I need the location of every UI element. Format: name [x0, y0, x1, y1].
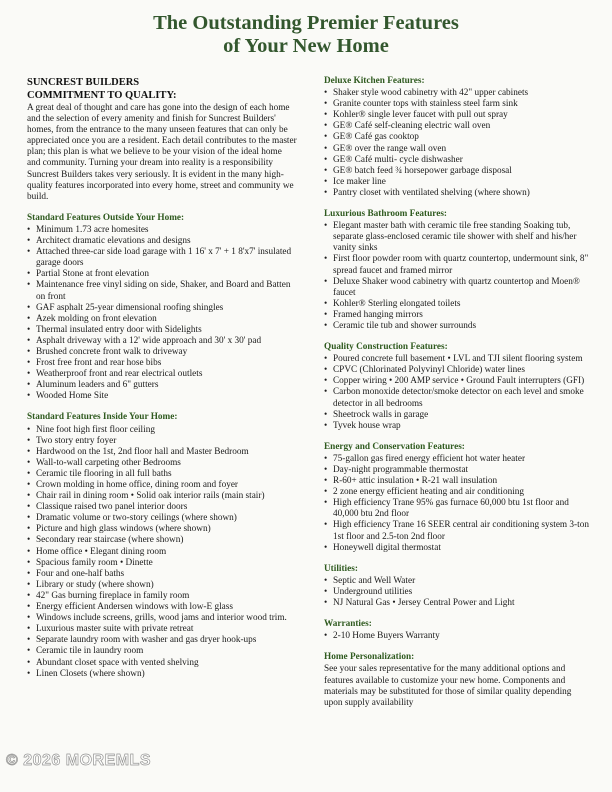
feature-item: • Aluminum leaders and 6" gutters	[27, 380, 297, 391]
feature-item: • Abundant closet space with vented shelving	[27, 658, 297, 669]
feature-item: • Separate laundry room with washer and gas dryer hook-ups	[27, 635, 297, 646]
feature-item: • Kohler® Sterling elongated toilets	[324, 299, 592, 310]
feature-item: • 2 zone energy efficient heating and air conditioning	[324, 487, 592, 498]
feature-item: • Classique raised two panel interior doors	[27, 502, 297, 513]
kitchen-features-heading: Deluxe Kitchen Features:	[324, 76, 425, 86]
feature-item: • Maintenance free vinyl siding on side, Shaker, and Board and Batten on front	[27, 280, 297, 302]
feature-item: • Day-night programmable thermostat	[324, 465, 592, 476]
feature-item: • Attached three-car side load garage with 1 16' x 7' + 1 8'x7' insulated garage doors	[27, 247, 297, 269]
feature-item: • GE® over the range wall oven	[324, 144, 592, 155]
feature-item: • Library or study (where shown)	[27, 580, 297, 591]
feature-item: • 42" Gas burning fireplace in family room	[27, 591, 297, 602]
feature-item: • Energy efficient Andersen windows with low-E glass	[27, 602, 297, 613]
feature-item: • GE® batch feed ¾ horsepower garbage disposal	[324, 166, 592, 177]
feature-item: • Shaker style wood cabinetry with 42" upper cabinets	[324, 88, 592, 99]
feature-item: • Brushed concrete front walk to driveway	[27, 347, 297, 358]
warranties-list	[324, 631, 592, 642]
warranties-heading: Warranties:	[324, 619, 372, 630]
feature-item: • Kohler® single lever faucet with pull out spray	[324, 110, 592, 121]
utilities-list	[324, 576, 592, 609]
feature-item: • R-60+ attic insulation • R-21 wall insulation	[324, 476, 592, 487]
outside-features-list	[27, 225, 297, 403]
feature-item: • Pantry closet with ventilated shelving (where shown)	[324, 188, 592, 199]
bathroom-features-list	[324, 221, 592, 332]
feature-item: • Honeywell digital thermostat	[324, 543, 592, 554]
construction-features-heading: Quality Construction Features:	[324, 342, 448, 353]
personalization-paragraph: See your sales representative for the many additional options and features available to customize your new home. Components and materials may be substituted for those of similar quality depending upon supply availability	[324, 664, 572, 708]
feature-item: • Four and one-half baths	[27, 569, 297, 580]
feature-item: • Spacious family room • Dinette	[27, 558, 297, 569]
feature-item: • Septic and Well Water	[324, 576, 592, 587]
feature-item: • Luxurious master suite with private retreat	[27, 624, 297, 635]
feature-item: • Weatherproof front and rear electrical outlets	[27, 369, 297, 380]
feature-item: • Crown molding in home office, dining room and foyer	[27, 480, 297, 491]
bathroom-features-heading: Luxurious Bathroom Features:	[324, 209, 447, 220]
kitchen-features-list	[324, 88, 592, 199]
feature-item: • Copper wiring • 200 AMP service • Ground Fault interrupters (GFI)	[324, 376, 592, 387]
energy-features-list	[324, 454, 592, 554]
right-column	[324, 76, 592, 709]
feature-item: • Poured concrete full basement • LVL and TJI silent flooring system	[324, 354, 592, 365]
feature-item: • Thermal insulated entry door with Sidelights	[27, 325, 297, 336]
feature-item: • NJ Natural Gas • Jersey Central Power and Light	[324, 598, 592, 609]
feature-item: • High efficiency Trane 16 SEER central air conditioning system 3-ton 1st floor and 2.5-ton 2nd floor	[324, 520, 592, 542]
feature-item: • GE® Café gas cooktop	[324, 132, 592, 143]
feature-item: • Linen Closets (where shown)	[27, 669, 297, 680]
feature-item: • Home office • Elegant dining room	[27, 547, 297, 558]
feature-item: • Elegant master bath with ceramic tile free standing Soaking tub, separate glass-enclosed ceramic tile shower with shelf and his/her vanity sinks	[324, 221, 592, 254]
feature-item: • Azek molding on front elevation	[27, 314, 297, 325]
feature-item: • Ice maker line	[324, 177, 592, 188]
outside-features-heading: Standard Features Outside Your Home:	[27, 212, 185, 223]
personalization-heading: Home Personalization:	[324, 652, 415, 663]
feature-item: • Tyvek house wrap	[324, 421, 592, 432]
energy-features-heading: Energy and Conservation Features:	[324, 441, 465, 452]
feature-item: • Asphalt driveway with a 12' wide approach and 30' x 30' pad	[27, 336, 297, 347]
feature-item: • Partial Stone at front elevation	[27, 269, 297, 280]
feature-item: • High efficiency Trane 95% gas furnace 60,000 btu 1st floor and 40,000 btu 2nd floor	[324, 498, 592, 520]
feature-item: • GAF asphalt 25-year dimensional roofing shingles	[27, 303, 297, 314]
feature-item: • Granite counter tops with stainless steel farm sink	[324, 99, 592, 110]
page-title	[0, 12, 612, 58]
feature-item: • Framed hanging mirrors	[324, 310, 592, 321]
feature-item: • GE® Café self-cleaning electric wall oven	[324, 121, 592, 132]
feature-item: • GE® Café multi- cycle dishwasher	[324, 155, 592, 166]
feature-item: • Architect dramatic elevations and designs	[27, 236, 297, 247]
feature-item: • Carbon monoxide detector/smoke detector on each level and smoke detector in all bedrooms	[324, 387, 592, 409]
feature-item: • Hardwood on the 1st, 2nd floor hall and Master Bedroom	[27, 447, 297, 458]
feature-item: • Minimum 1.73 acre homesites	[27, 225, 297, 236]
intro-paragraph: A great deal of thought and care has gone into the design of each home and the selection of every amenity and finish for Suncrest Builders' homes, from the entrance to the many unseen features that can only be appreciated once you are a resident. Each detail contributes to the master plan; this plan is what we believe to be your vision of the ideal home and community. Turning your dream into reality is a responsibility Suncrest Builders takes very seriously. It is evident in the many high-quality features incorporated into every home, street and community we build.	[27, 103, 297, 202]
commitment-heading: COMMITMENT TO QUALITY:	[27, 90, 177, 101]
feature-item: • First floor powder room with quartz countertop, undermount sink, 8" spread faucet and framed mirror	[324, 254, 592, 276]
feature-item: • Deluxe Shaker wood cabinetry with quartz countertop and Moen® faucet	[324, 277, 592, 299]
company-name: SUNCREST BUILDERS	[27, 77, 140, 88]
feature-item: • Secondary rear staircase (where shown)	[27, 535, 297, 546]
feature-item: • Two story entry foyer	[27, 436, 297, 447]
feature-item: • Wall-to-wall carpeting other Bedrooms	[27, 458, 297, 469]
feature-item: • Sheetrock walls in garage	[324, 410, 592, 421]
feature-item: • CPVC (Chlorinated Polyvinyl Chloride) water lines	[324, 365, 592, 376]
mls-watermark: © 2026 MOREMLS	[6, 752, 152, 769]
utilities-heading: Utilities:	[324, 563, 358, 574]
feature-item: • Chair rail in dining room • Solid oak interior rails (main stair)	[27, 491, 297, 502]
feature-item: • Ceramic tile flooring in all full baths	[27, 469, 297, 480]
feature-item: • Nine foot high first floor ceiling	[27, 425, 297, 436]
feature-item: • Underground utilities	[324, 587, 592, 598]
inside-features-heading: Standard Features Inside Your Home:	[27, 412, 178, 423]
left-column	[27, 76, 297, 680]
inside-features-list	[27, 425, 297, 680]
feature-item: • Frost free front and rear hose bibs	[27, 358, 297, 369]
construction-features-list	[324, 354, 592, 432]
feature-item: • Picture and high glass windows (where shown)	[27, 524, 297, 535]
feature-item: • 75-gallon gas fired energy efficient hot water heater	[324, 454, 592, 465]
title-line-2: of Your New Home	[223, 35, 389, 57]
feature-item: • 2-10 Home Buyers Warranty	[324, 631, 592, 642]
feature-item: • Wooded Home Site	[27, 391, 297, 402]
title-line-1: The Outstanding Premier Features	[153, 12, 459, 34]
feature-item: • Dramatic volume or two-story ceilings (where shown)	[27, 513, 297, 524]
feature-item: • Ceramic tile in laundry room	[27, 646, 297, 657]
feature-item: • Ceramic tile tub and shower surrounds	[324, 321, 592, 332]
feature-item: • Windows include screens, grills, wood jams and interior wood trim.	[27, 613, 297, 624]
